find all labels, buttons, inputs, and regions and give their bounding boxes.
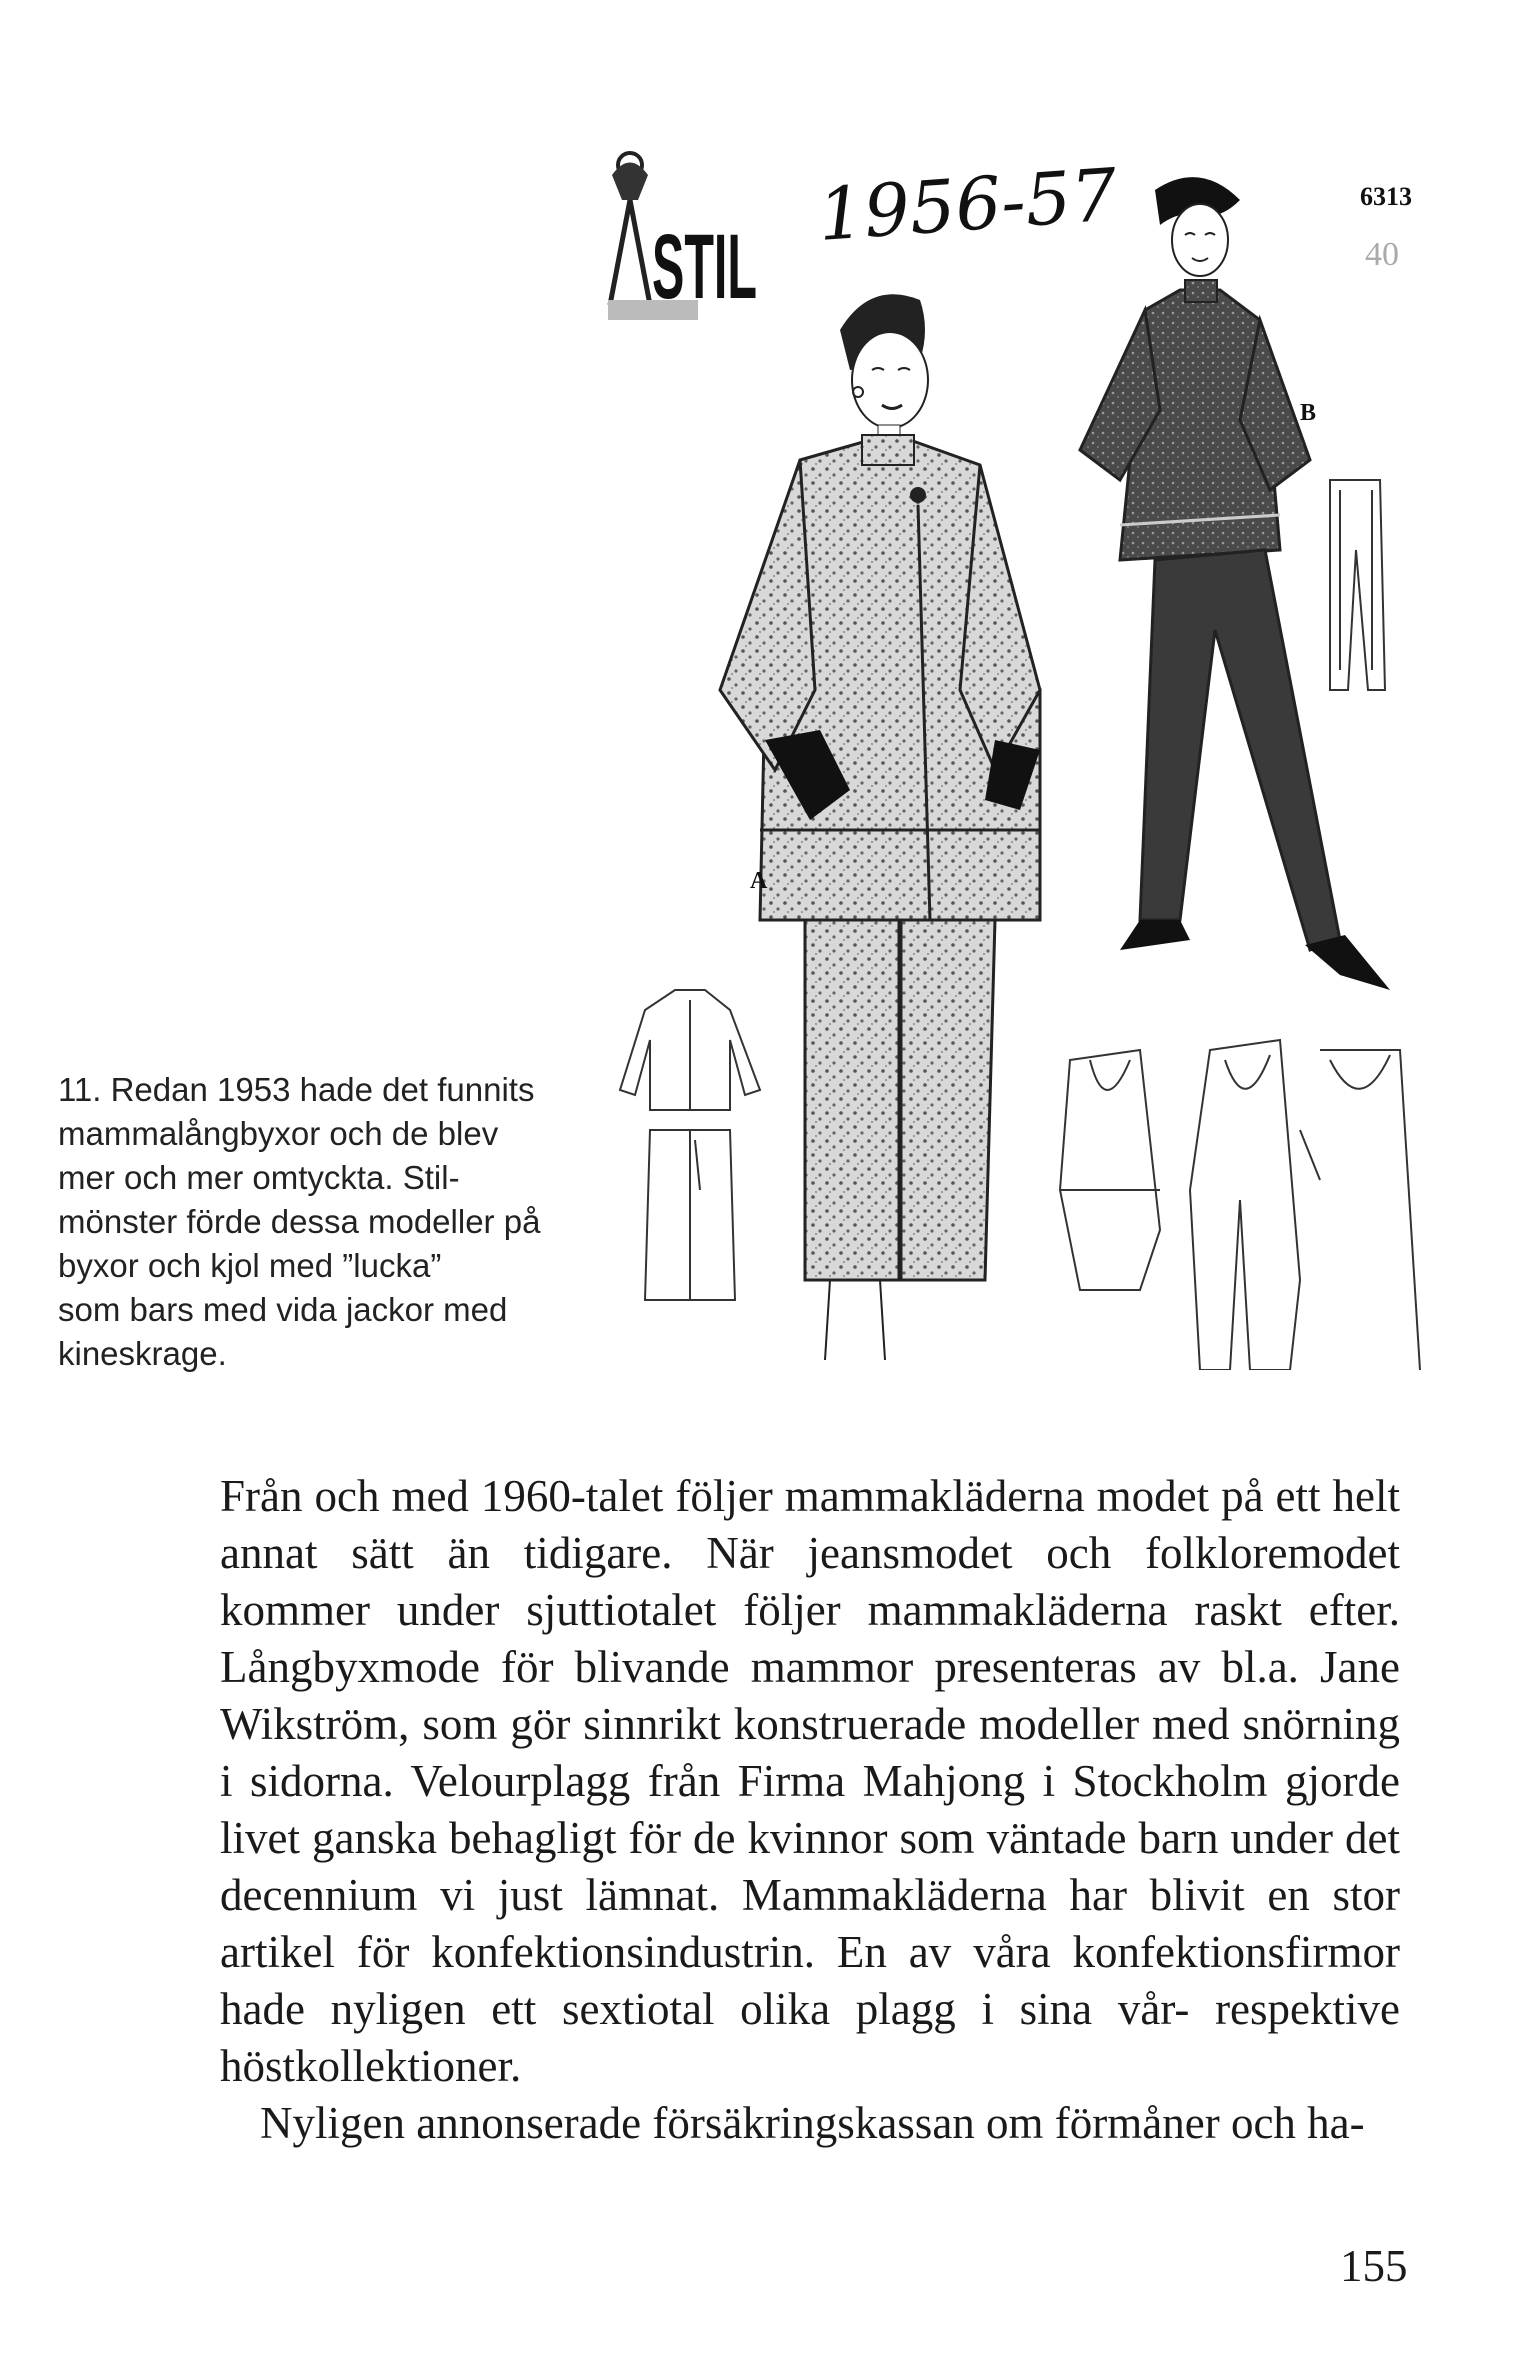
jacket-sketch: [620, 990, 760, 1110]
pattern-illustration: [600, 130, 1460, 1370]
trouser-sketch-small: [1330, 480, 1385, 690]
brand-name: STIL: [652, 216, 757, 318]
caption-line: byxor och kjol med ”lucka”: [58, 1247, 442, 1284]
caption-line: 11. Redan 1953 hade det funnits: [58, 1071, 535, 1108]
skirt-sketch: [645, 1130, 735, 1300]
pattern-illustration-svg: [600, 130, 1460, 1370]
page-number: 155: [1340, 2241, 1408, 2291]
caption-line: som bars med vida jackor med: [58, 1291, 508, 1328]
size-number: 40: [1365, 236, 1399, 273]
view-a-label: A: [750, 868, 768, 894]
caption-line: mer och mer omtyckta. Stil-: [58, 1159, 460, 1196]
body-text: [220, 1468, 1400, 2152]
view-b-label: B: [1300, 400, 1317, 426]
caption-line: mönster förde dessa modeller på: [58, 1203, 541, 1240]
figure-caption: [58, 1068, 558, 1376]
body-paragraph: Från och med 1960-talet följer mammakläderna modet på ett helt annat sätt än tidigare. När jeansmodet och folkloremodet kommer under sjuttiotalet följer mammakläderna raskt efter. Långbyxmode för blivande mammor presenteras av bl.a. Jane Wikström, som gör sinnrikt konstruerade modeller med snörning i sidorna. Velourplagg från Firma Mahjong i Stockholm gjorde livet ganska behagligt för de kvinnor som väntade barn under det decennium vi just lämnat. Mammakläderna har blivit en stor artikel för konfektionsindustrin. En av våra konfektionsfirmor hade nyligen ett sextiotal olika plagg i sina vår- respektive höstkollektioner.: [220, 1471, 1400, 2091]
stil-logo: [608, 153, 757, 320]
handwritten-year: 1956-57: [815, 152, 1120, 257]
caption-line: kineskrage.: [58, 1335, 227, 1372]
maternity-trousers-sketch: [1060, 1040, 1420, 1370]
figure-a: [720, 294, 1040, 1360]
body-paragraph: Nyligen annonserade försäkringskassan om förmåner och ha-: [260, 2098, 1365, 2148]
figure-b: [1080, 177, 1390, 990]
caption-line: mammalångbyxor och de blev: [58, 1115, 499, 1152]
pattern-number: 6313: [1360, 182, 1412, 211]
